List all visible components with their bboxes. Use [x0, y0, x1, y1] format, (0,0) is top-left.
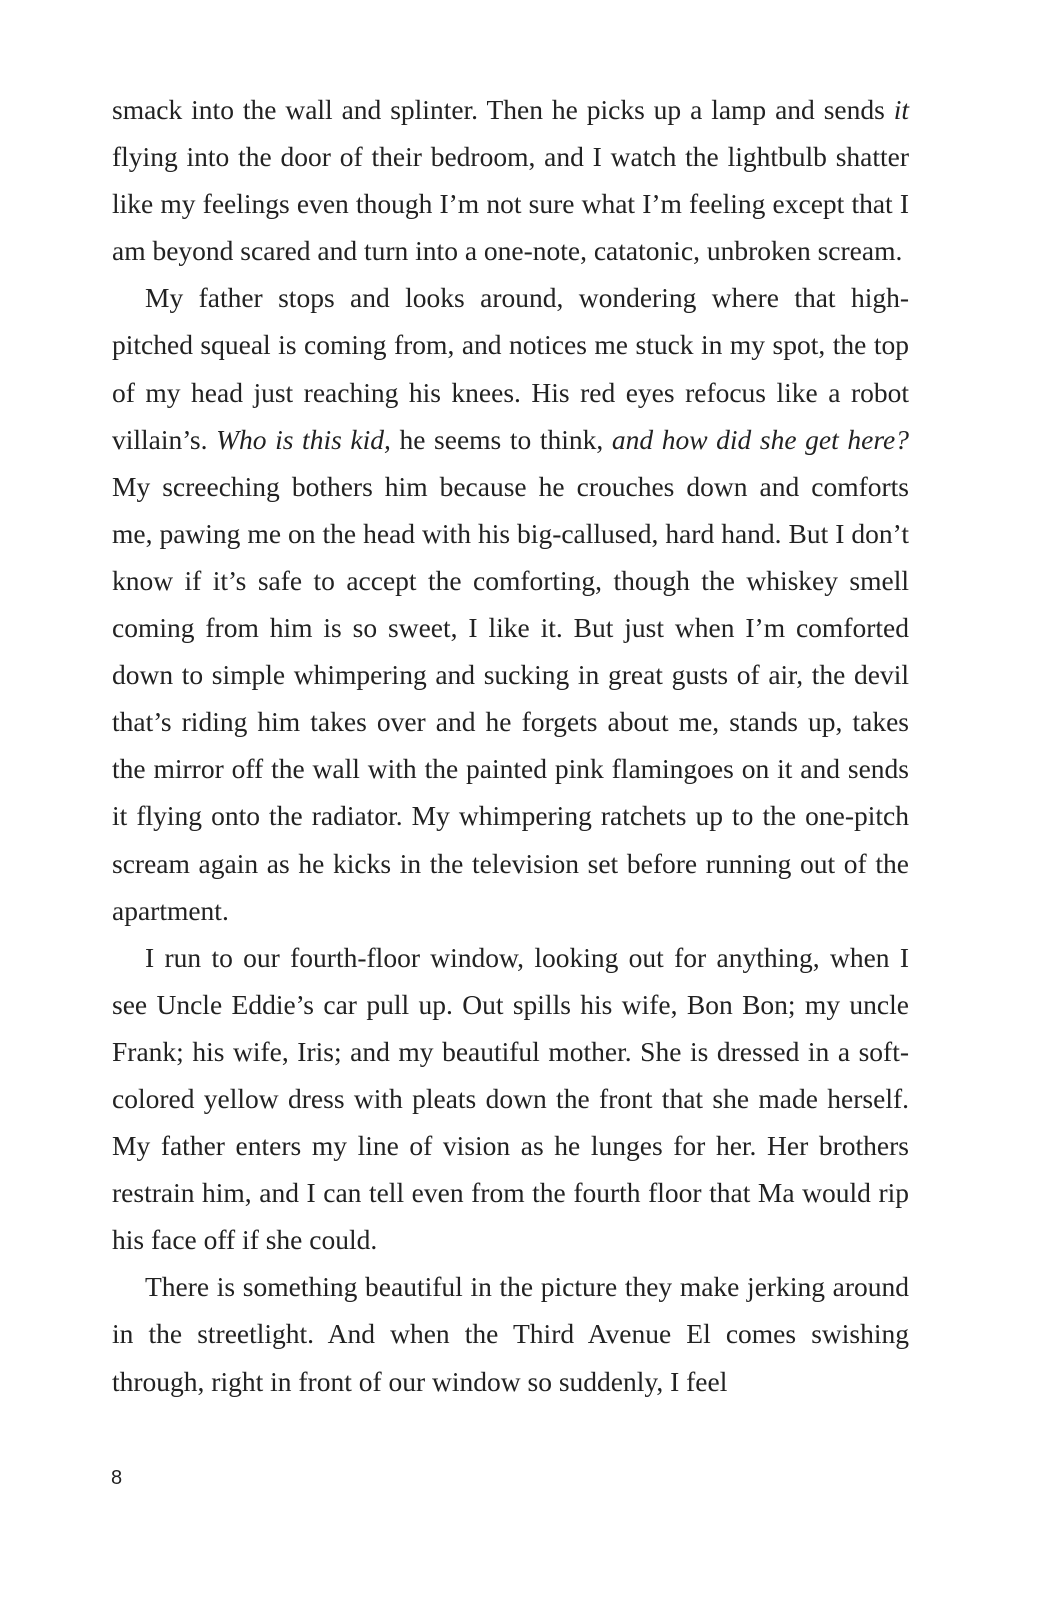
text-segment: smack into the wall and splinter. Then he picks up a lamp and sends — [112, 94, 894, 125]
text-segment: There is something beautiful in the picture they make jerking around in the streetlight. And when the Third Avenue El comes swishing through, right in front of our window so suddenly, I feel — [112, 1271, 909, 1397]
text-segment: My screeching bothers him because he crouches down and comforts me, pawing me on the head with his big-callused, hard hand. But I don’t know if it’s safe to accept the comforting, though the whiskey smell coming from him is so sweet, I like it. But just when I’m comforted down to simple whimpering and sucking in great gusts of air, the devil that’s riding him takes over and he forgets about me, stands up, takes the mirror off the wall with the painted pink flamingoes on it and sends it flying onto the radiator. My whimpering ratchets up to the one-pitch scream again as he kicks in the television set before running out of the apartment. — [112, 470, 909, 926]
italic-text-segment: and how did she get here? — [611, 423, 909, 455]
page-number: 8 — [111, 1467, 123, 1489]
paragraph-3 — [112, 934, 909, 1264]
body-text — [112, 86, 909, 1405]
text-segment: flying into the door of their bedroom, and I watch the lightbulb shatter like my feelings even though I’m not sure what I’m feeling except that I am beyond scared and turn into a one-note, catatonic, unbroken scream. — [112, 141, 909, 267]
italic-text-segment: Who is this kid, — [216, 423, 391, 455]
text-segment: My father stops and looks around, wondering where that high-pitched squeal is coming from, and notices me stuck in my spot, the top of my head just reaching his knees. His red eyes refocus like a robot villain’s. — [112, 282, 909, 455]
italic-text-segment: it — [893, 94, 909, 125]
text-segment: I run to our fourth-floor window, looking out for anything, when I see Uncle Eddie’s car pull up. Out spills his wife, Bon Bon; my uncle Frank; his wife, Iris; and my beautiful mother. She is dressed in a soft-colored yellow dress with pleats down the front that she made herself. My father enters my line of vision as he lunges for her. Her brothers restrain him, and I can tell even from the fourth floor that Ma would rip his face off if she could. — [112, 941, 909, 1256]
paragraph-4 — [112, 1263, 909, 1404]
paragraph-2 — [112, 274, 909, 933]
paragraph-1 — [112, 86, 909, 274]
text-segment: he seems to think, — [390, 423, 612, 455]
